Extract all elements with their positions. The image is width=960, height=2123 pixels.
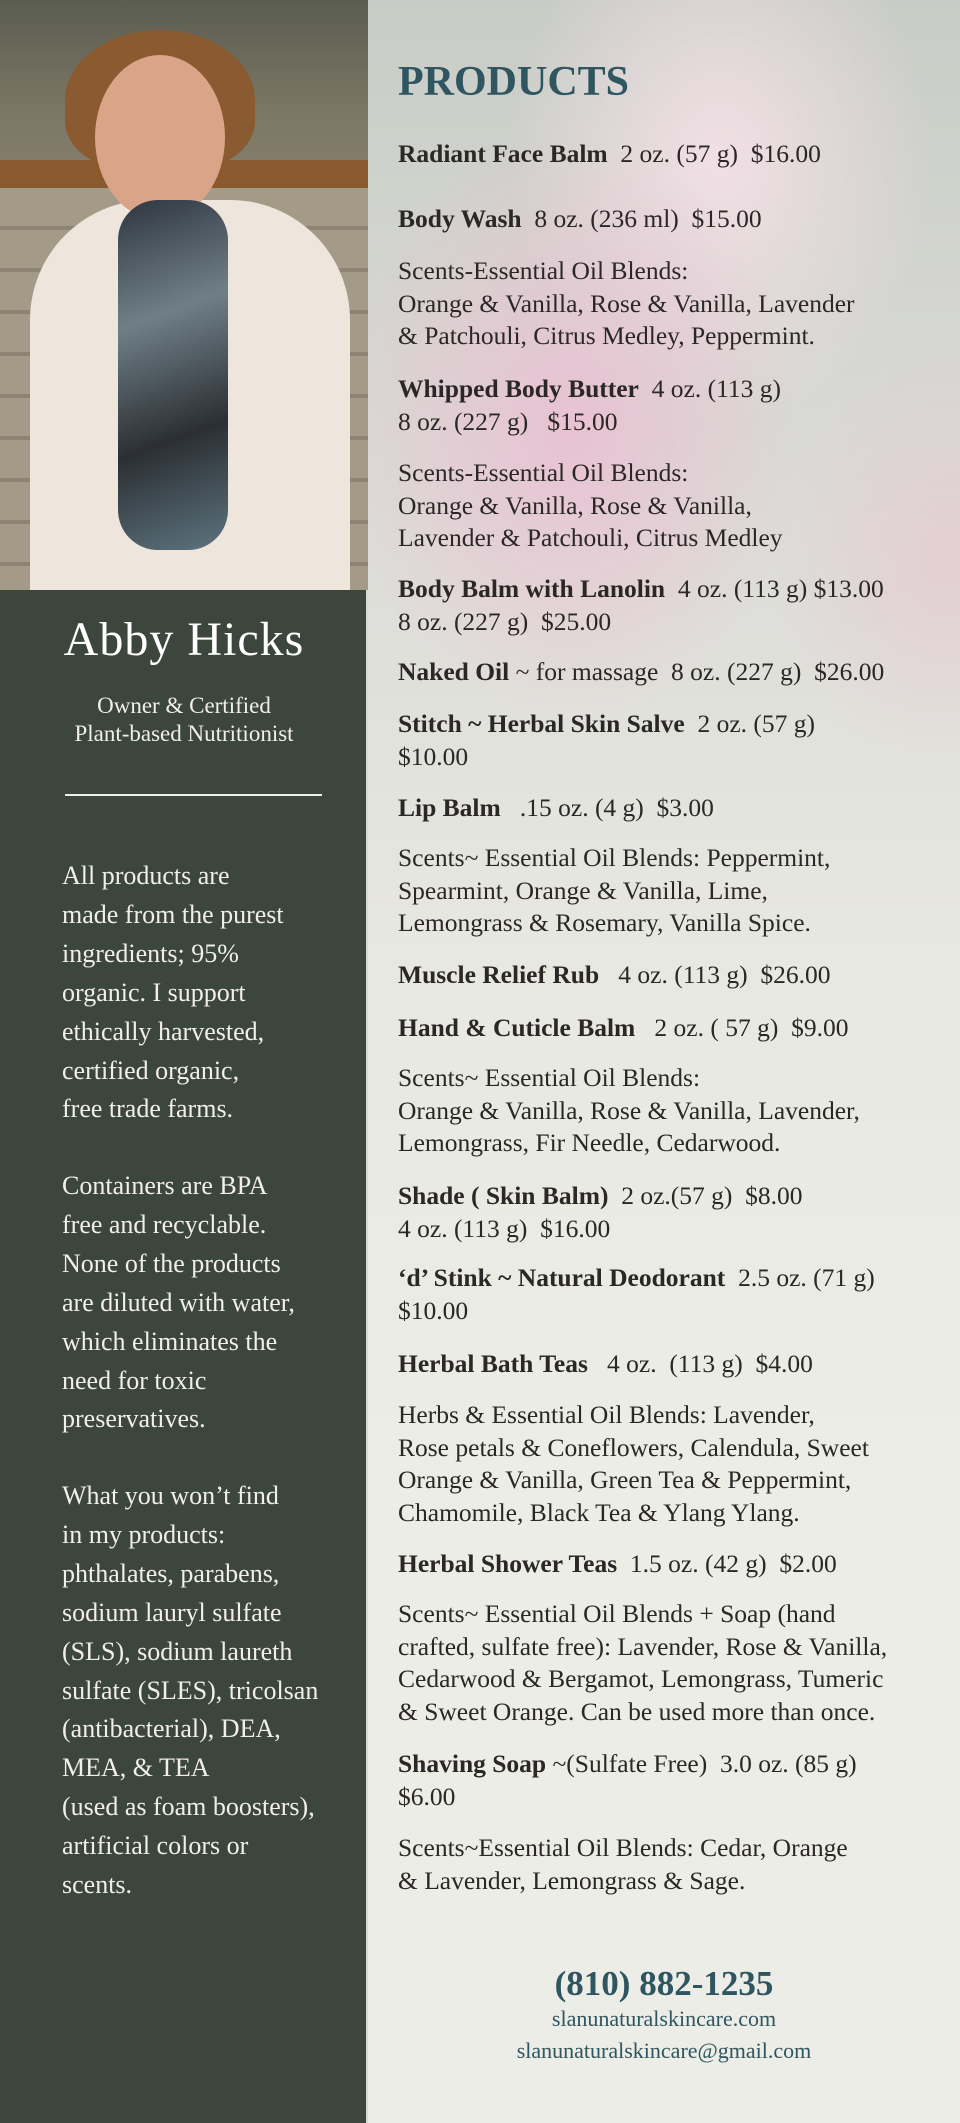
product-scents: [398, 255, 855, 353]
item-line: [398, 457, 783, 490]
product-detail: Lemongrass, Fir Needle, Cedarwood.: [398, 1128, 781, 1157]
paragraph-line: What you won’t find: [62, 1481, 279, 1510]
phone-number[interactable]: (810) 882-1235: [554, 1964, 774, 2003]
product-item: [398, 138, 821, 171]
product-detail: Rose petals & Coneflowers, Calendula, Sweet: [398, 1432, 869, 1462]
product-detail: Orange & Vanilla, Rose & Vanilla,: [398, 490, 752, 520]
product-detail: Cedarwood & Bergamot, Lemongrass, Tumeric: [398, 1664, 884, 1693]
item-line: [398, 288, 855, 321]
item-line: [398, 959, 831, 992]
product-detail: ~ for massage 8 oz. (227 g) $26.00: [509, 657, 885, 686]
product-detail: $10.00: [398, 741, 469, 771]
product-name: Shade ( Skin Balm): [398, 1181, 609, 1210]
product-name: Herbal Bath Teas: [398, 1349, 588, 1378]
product-detail: crafted, sulfate free): Lavender, Rose & Vanilla,: [398, 1631, 888, 1661]
item-line: [398, 1781, 857, 1814]
product-detail: 4 oz. (113 g) $13.00: [665, 574, 884, 603]
product-item: [398, 1548, 837, 1581]
product-detail: 2 oz.(57 g) $8.00: [608, 1181, 803, 1210]
product-name: Herbal Shower Teas: [398, 1549, 618, 1578]
item-line: [398, 1213, 803, 1246]
product-scents: [398, 1399, 869, 1529]
item-line: [398, 573, 884, 606]
product-detail: Spearmint, Orange & Vanilla, Lime,: [398, 875, 768, 905]
item-line: [398, 1432, 869, 1465]
product-item: [398, 1180, 803, 1245]
website-link[interactable]: slanunaturalskincare.com: [551, 2006, 777, 2031]
product-detail: ~(Sulfate Free) 3.0 oz. (85 g): [546, 1749, 857, 1778]
item-line: [398, 255, 855, 288]
product-detail: Orange & Vanilla, Green Tea & Peppermint,: [398, 1465, 852, 1494]
product-item: [398, 573, 884, 638]
product-detail: & Lavender, Lemongrass & Sage.: [398, 1865, 746, 1895]
item-line: [398, 1631, 887, 1664]
paragraph-line: ingredients; 95%: [62, 938, 239, 968]
item-line: [398, 792, 714, 825]
product-detail: 4 oz. (113 g): [638, 374, 781, 403]
paragraph-line: which eliminates the: [62, 1326, 278, 1356]
paragraph-line: scents.: [62, 1870, 133, 1900]
paragraph-line: ethically harvested,: [62, 1016, 265, 1046]
product-name: ‘d’ Stink ~ Natural Deodorant: [398, 1263, 726, 1292]
product-scents: [398, 457, 783, 555]
product-item: [398, 656, 884, 689]
item-line: [398, 1663, 887, 1696]
paragraph-line: free and recyclable.: [62, 1209, 267, 1239]
paragraph-line: All products are: [62, 861, 230, 890]
product-item: [398, 792, 714, 825]
paragraph-line: sodium lauryl sulfate: [62, 1597, 282, 1627]
paragraph-line: phthalates, parabens,: [62, 1558, 280, 1588]
item-line: [398, 708, 815, 741]
product-item: [398, 959, 831, 992]
product-detail: 2 oz. (57 g) $16.00: [607, 139, 821, 168]
product-detail: $10.00: [398, 1295, 469, 1325]
paragraph-line: (antibacterial), DEA,: [62, 1714, 281, 1744]
item-line: [398, 1348, 813, 1381]
item-line: [398, 1127, 860, 1160]
product-detail: 2 oz. (57 g): [684, 709, 816, 738]
product-detail: $6.00: [398, 1781, 456, 1811]
item-line: [398, 842, 830, 875]
product-detail: Scents~ Essential Oil Blends:: [398, 1063, 701, 1092]
item-line: [398, 320, 855, 353]
paragraph-line: Containers are BPA: [62, 1171, 268, 1200]
product-detail: Orange & Vanilla, Rose & Vanilla, Lavender,: [398, 1095, 860, 1125]
product-name: Body Wash: [398, 204, 522, 233]
item-line: [398, 1262, 875, 1295]
product-detail: 8 oz. (236 ml) $15.00: [521, 204, 762, 233]
product-item: [398, 1348, 813, 1381]
item-line: [398, 203, 762, 236]
item-line: [398, 741, 815, 774]
left-panel: [0, 0, 368, 2123]
paragraph-line: (SLS), sodium laureth: [62, 1636, 293, 1666]
product-detail: Scents~ Essential Oil Blends: Peppermint,: [398, 843, 831, 872]
product-name: Shaving Soap: [398, 1749, 547, 1778]
product-detail: Chamomile, Black Tea & Ylang Ylang.: [398, 1497, 800, 1527]
divider: [65, 794, 322, 796]
paragraph-line: (used as foam boosters),: [62, 1792, 315, 1822]
product-detail: Scents-Essential Oil Blends:: [398, 458, 689, 487]
owner-name: Abby Hicks: [63, 613, 305, 666]
item-line: [398, 1399, 869, 1432]
item-line: [398, 522, 783, 555]
products-heading: PRODUCTS: [398, 59, 630, 105]
product-detail: Herbs & Essential Oil Blends: Lavender,: [398, 1400, 815, 1429]
item-line: [398, 1464, 869, 1497]
product-name: Whipped Body Butter: [398, 374, 639, 403]
product-name: Muscle Relief Rub: [398, 960, 600, 989]
product-item: [398, 203, 762, 236]
product-name: Body Balm with Lanolin: [398, 574, 666, 603]
item-line: [398, 1497, 869, 1530]
product-name: Hand & Cuticle Balm: [398, 1013, 636, 1042]
paragraph-line: preservatives.: [62, 1404, 206, 1434]
product-detail: 2.5 oz. (71 g): [725, 1263, 875, 1292]
item-line: [398, 1295, 875, 1328]
paragraph-sourcing: [62, 857, 284, 1129]
product-item: [398, 1262, 875, 1327]
owner-title: [0, 692, 368, 748]
paragraph-line: made from the purest: [62, 899, 284, 929]
product-detail: 4 oz. (113 g) $16.00: [398, 1213, 611, 1243]
product-item: [398, 1012, 848, 1045]
product-detail: Orange & Vanilla, Rose & Vanilla, Lavender: [398, 288, 855, 318]
item-line: [398, 1012, 848, 1045]
product-detail: 8 oz. (227 g) $15.00: [398, 406, 618, 436]
item-line: [398, 1095, 860, 1128]
paragraph-line: sulfate (SLES), tricolsan: [62, 1675, 319, 1705]
product-detail: Scents~ Essential Oil Blends + Soap (hand: [398, 1599, 836, 1628]
product-name: Radiant Face Balm: [398, 139, 608, 168]
product-scents: [398, 1598, 887, 1728]
paragraph-line: in my products:: [62, 1519, 226, 1549]
product-detail: & Sweet Orange. Can be used more than once.: [398, 1696, 876, 1726]
product-item: [398, 373, 781, 438]
item-line: [398, 1832, 848, 1865]
item-line: [398, 656, 884, 689]
paragraph-line: free trade farms.: [62, 1094, 234, 1124]
paragraph-line: MEA, & TEA: [62, 1753, 210, 1783]
item-line: [398, 875, 830, 908]
product-name: Stitch ~ Herbal Skin Salve: [398, 709, 685, 738]
paragraph-line: artificial colors or: [62, 1831, 249, 1861]
owner-photo: [0, 0, 368, 590]
item-line: [398, 1865, 848, 1898]
item-line: [398, 606, 884, 639]
product-name: Naked Oil: [398, 657, 510, 686]
product-item: [398, 1748, 857, 1813]
paragraph-line: organic. I support: [62, 977, 246, 1007]
product-scents: [398, 1832, 848, 1897]
paragraph-line: certified organic,: [62, 1055, 240, 1085]
title-line: Plant-based Nutritionist: [74, 721, 294, 746]
product-detail: & Patchouli, Citrus Medley, Peppermint.: [398, 321, 815, 350]
email-link[interactable]: slanunaturalskincare@gmail.com: [516, 2038, 812, 2063]
product-detail: Scents-Essential Oil Blends:: [398, 256, 689, 285]
product-name: Lip Balm: [398, 793, 501, 822]
paragraph-line: need for toxic: [62, 1365, 207, 1395]
product-detail: 4 oz. (113 g) $26.00: [599, 960, 831, 989]
item-line: [398, 907, 830, 940]
paragraph-line: are diluted with water,: [62, 1287, 295, 1317]
product-detail: 4 oz. (113 g) $4.00: [587, 1349, 813, 1378]
item-line: [398, 1548, 837, 1581]
product-detail: 1.5 oz. (42 g) $2.00: [617, 1549, 837, 1578]
item-line: [398, 406, 781, 439]
product-scents: [398, 1062, 860, 1160]
item-line: [398, 1696, 887, 1729]
product-item: [398, 708, 815, 773]
title-line: Owner & Certified: [97, 693, 271, 718]
item-line: [398, 490, 783, 523]
product-detail: .15 oz. (4 g) $3.00: [500, 793, 714, 822]
item-line: [398, 1180, 803, 1213]
paragraph-ingredients-excluded: [62, 1477, 318, 1905]
item-line: [398, 138, 821, 171]
item-line: [398, 1748, 857, 1781]
item-line: [398, 373, 781, 406]
item-line: [398, 1062, 860, 1095]
item-line: [398, 1598, 887, 1631]
product-detail: 2 oz. ( 57 g) $9.00: [635, 1013, 849, 1042]
product-scents: [398, 842, 830, 940]
product-detail: 8 oz. (227 g) $25.00: [398, 606, 612, 636]
product-detail: Lavender & Patchouli, Citrus Medley: [398, 523, 783, 552]
product-detail: Scents~Essential Oil Blends: Cedar, Orange: [398, 1833, 848, 1862]
product-detail: Lemongrass & Rosemary, Vanilla Spice.: [398, 908, 811, 937]
paragraph-line: None of the products: [62, 1248, 281, 1278]
paragraph-containers: [62, 1167, 295, 1439]
